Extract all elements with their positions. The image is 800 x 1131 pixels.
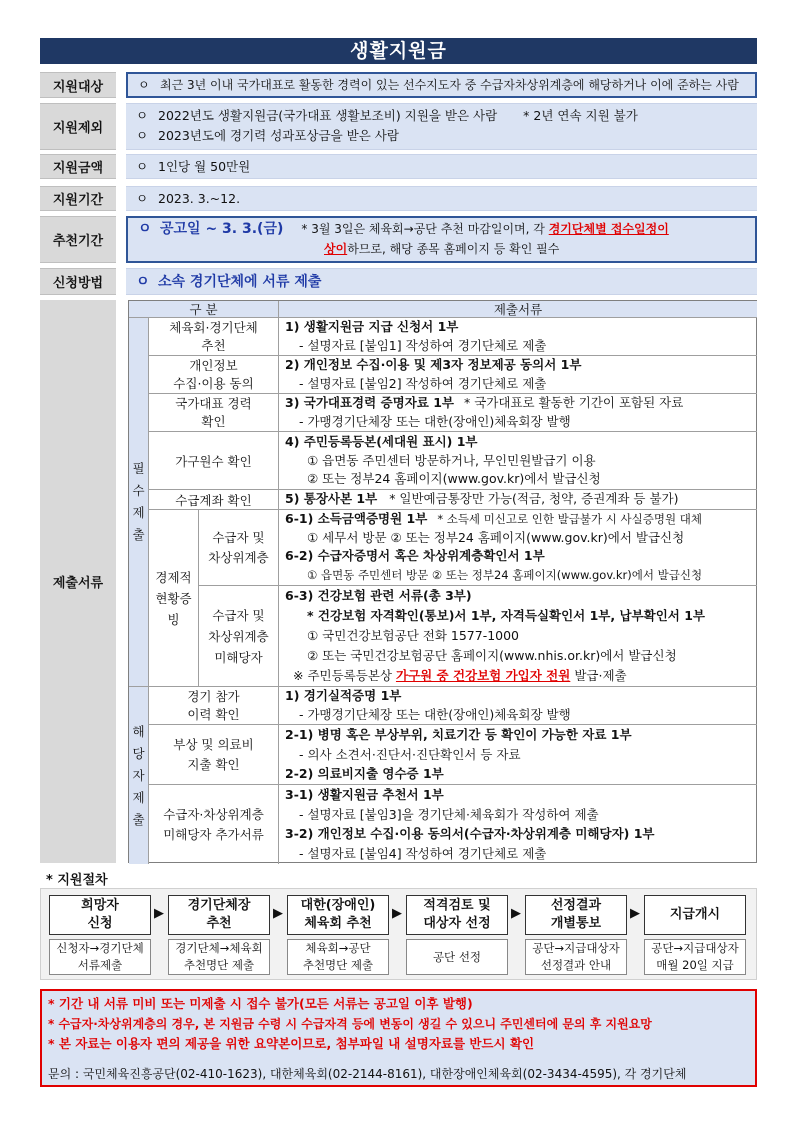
note-line: 추천명단 제출 — [302, 958, 374, 972]
doc-line: 3-1) 생활지원금 추천서 1부 — [285, 787, 444, 802]
step-line: 신청 — [87, 916, 113, 931]
note-line: 공단→지급대상자 — [651, 941, 739, 955]
table-row-type — [199, 510, 279, 586]
doc-line: ① 읍면동 주민센터 방문하거나, 무인민원발급기 이용 — [307, 452, 596, 468]
table-row-docs — [279, 432, 757, 490]
section-exclusion — [40, 103, 757, 150]
procedure-note — [406, 939, 508, 975]
table-header-type: 구 분 — [129, 301, 279, 318]
notice-line: * 기간 내 서류 미비 또는 미제출 시 접수 불가(모든 서류는 공고일 이후 발행) — [48, 996, 473, 1011]
doc-line: 3-2) 개인정보 수집·이용 동의서(수급자·차상위계층 미해당자) 1부 — [285, 826, 655, 841]
table-row-docs — [279, 586, 757, 687]
bullet: ㅇ — [136, 274, 150, 290]
group-economic — [149, 510, 199, 687]
step-line: 선정결과 — [550, 898, 602, 913]
doc-line: - 의사 소견서·진단서·진단확인서 등 자료 — [299, 746, 521, 762]
doc-line: ① 읍면동 주민센터 방문 ② 또는 정부24 홈페이지(www.gov.kr)에서 발급신청 — [307, 567, 703, 582]
procedure-step — [168, 895, 270, 935]
note-line: 매월 20일 지급 — [656, 958, 734, 972]
doc-line: - 설명자료 [붙임2] 작성하여 경기단체로 제출 — [299, 375, 547, 391]
type-line: 수집·이용 동의 — [173, 375, 254, 391]
bullet: ㅇ — [136, 108, 149, 123]
doc-line: 2-2) 의료비지출 영수증 1부 — [285, 766, 444, 781]
type-line: 국가대표 경력 — [175, 395, 252, 411]
contact-info: 문의 : 국민체육진흥공단(02-410-1623), 대한체육회(02-2144-8161), 대한장애인체육회(02-3434-4595), 각 경기단체 — [48, 1067, 687, 1081]
type-line: 지출 확인 — [187, 756, 240, 772]
type-line: 수급자 및 — [212, 529, 265, 545]
procedure-title: * 지원절차 — [46, 873, 108, 888]
group-required — [129, 318, 149, 687]
table-row-type: 가구원수 확인 — [149, 432, 279, 490]
type-line: 체육회·경기단체 — [169, 319, 258, 335]
note-line: 경기단체→체육회 — [175, 941, 263, 955]
arrow-right-icon: ▶ — [154, 906, 164, 921]
note-line: 서류제출 — [77, 958, 123, 972]
doc-highlight: 가구원 중 건강보험 가입자 전원 — [395, 668, 571, 683]
table-row-docs — [279, 394, 757, 432]
doc-note: * 일반예금통장만 가능(적금, 청약, 증권계좌 등 불가) — [389, 491, 679, 506]
type-line: 차상위계층 — [208, 628, 269, 644]
section-content — [126, 154, 757, 179]
step-line: 대한(장애인) — [300, 898, 376, 913]
doc-line: 1) 경기실적증명 1부 — [285, 688, 402, 703]
table-row-type — [149, 725, 279, 785]
note-line: 선정결과 안내 — [540, 958, 612, 972]
procedure-step — [525, 895, 627, 935]
group-required-label: 필수제출 — [132, 461, 145, 542]
bullet: ㅇ — [138, 221, 152, 237]
page-title: 생활지원금 — [40, 38, 757, 64]
apply-text: 소속 경기단체에 서류 제출 — [158, 274, 322, 290]
step-line: 대상자 선정 — [423, 916, 491, 931]
section-recommend — [40, 216, 757, 263]
type-line: 수급자 및 — [212, 607, 265, 623]
step-line: 희망자 — [81, 898, 119, 913]
section-content — [126, 186, 757, 211]
table-row-docs — [279, 687, 757, 725]
table-row-docs — [279, 318, 757, 356]
type-line: 수급자·차상위계층 — [163, 806, 264, 822]
bullet: ㅇ — [136, 191, 149, 206]
step-line: 추천 — [206, 916, 232, 931]
bullet: ㅇ — [136, 159, 149, 174]
note-line: 신청자→경기단체 — [56, 941, 144, 955]
table-row-docs — [279, 490, 757, 510]
type-line: 미해당자 — [214, 649, 263, 665]
doc-line: * 건강보험 자격확인(통보)서 1부, 자격득실확인서 1부, 납부확인서 1부 — [307, 608, 705, 623]
group-economic-label: 경제적현황증빙 — [155, 569, 192, 627]
procedure-step — [287, 895, 389, 935]
type-line: 개인정보 — [189, 357, 238, 373]
bullet: ㅇ — [138, 78, 150, 92]
doc-line: - 설명자료 [붙임1] 작성하여 경기단체로 제출 — [299, 337, 547, 353]
section-amount — [40, 154, 757, 179]
note-line: 공단→지급대상자 — [532, 941, 620, 955]
table-row-type — [149, 318, 279, 356]
section-period — [40, 186, 757, 211]
table-row-type — [149, 687, 279, 725]
section-content — [126, 72, 757, 98]
table-row-type — [149, 356, 279, 394]
table-header-docs: 제출서류 — [279, 301, 757, 318]
procedure-note — [525, 939, 627, 975]
section-label: 지원대상 — [40, 72, 116, 98]
doc-line: ① 세무서 방문 ② 또는 정부24 홈페이지(www.gov.kr)에서 발급신청 — [307, 529, 685, 545]
group-applicable — [129, 687, 149, 864]
doc-line: 4) 주민등록등본(세대원 표시) 1부 — [285, 434, 478, 449]
table-row-docs — [279, 725, 757, 785]
doc-line: ※ 주민등록등본상 — [293, 668, 396, 683]
doc-line: - 설명자료 [붙임3]을 경기단체·체육회가 작성하여 제출 — [299, 806, 599, 822]
exclusion-line1: 2022년도 생활지원금(국가대표 생활보조비) 지원을 받은 사람 — [158, 108, 498, 123]
recommend-note-red-b: 상이 — [324, 242, 348, 256]
type-line: 경기 참가 — [187, 688, 240, 704]
type-line: 확인 — [201, 413, 226, 429]
doc-line: 2) 개인정보 수집·이용 및 제3자 정보제공 동의서 1부 — [285, 357, 582, 372]
group-applicable-label: 해당자제출 — [132, 723, 145, 827]
table-row-docs — [279, 356, 757, 394]
notice-box — [40, 989, 757, 1087]
doc-line: 6-2) 수급자증명서 혹은 차상위계층확인서 1부 — [285, 548, 545, 563]
section-label: 제출서류 — [40, 300, 116, 863]
notice-line: * 수급자·차상위계층의 경우, 본 지원금 수령 시 수급자격 등에 변동이 생길 수 있으니 주민센터에 문의 후 지원요망 — [48, 1017, 652, 1031]
table-row-type: 수급계좌 확인 — [149, 490, 279, 510]
step-line: 지급개시 — [669, 907, 721, 922]
arrow-right-icon: ▶ — [511, 906, 521, 921]
doc-note: * 소득세 미신고로 인한 발급불가 시 사실증명원 대체 — [437, 512, 702, 526]
doc-line: ① 국민건강보험공단 전화 1577-1000 — [307, 628, 520, 643]
type-line: 추천 — [201, 337, 226, 353]
notice-line: * 본 자료는 이용자 편의 제공을 위한 요약본이므로, 첨부파일 내 설명자료를 반드시 확인 — [48, 1036, 535, 1051]
step-line: 개별통보 — [550, 916, 602, 931]
doc-note: * 국가대표로 활동한 기간이 포함된 자료 — [464, 395, 684, 410]
section-documents — [40, 300, 116, 863]
arrow-right-icon: ▶ — [273, 906, 283, 921]
doc-line: 6-1) 소득금액증명원 1부 — [285, 511, 428, 526]
section-apply — [40, 268, 757, 295]
procedure-step — [49, 895, 151, 935]
type-line: 부상 및 의료비 — [173, 736, 254, 752]
section-content — [126, 103, 757, 150]
procedure-flow — [40, 888, 757, 980]
procedure-note — [644, 939, 746, 975]
arrow-right-icon: ▶ — [630, 906, 640, 921]
section-label: 신청방법 — [40, 268, 116, 295]
note-line: 체육회→공단 — [305, 941, 371, 955]
section-label: 지원기간 — [40, 186, 116, 211]
type-line: 미해당자 추가서류 — [163, 826, 264, 842]
doc-line: 6-3) 건강보험 관련 서류(총 3부) — [285, 588, 472, 603]
doc-line: ② 또는 정부24 홈페이지(www.gov.kr)에서 발급신청 — [307, 471, 601, 486]
doc-line: - 가맹경기단체장 또는 대한(장애인)체육회장 발행 — [299, 413, 571, 429]
doc-line: ② 또는 국민건강보험공단 홈페이지(www.nhis.or.kr)에서 발급신청 — [307, 648, 677, 663]
type-line: 차상위계층 — [208, 549, 269, 565]
target-text: 최근 3년 이내 국가대표로 활동한 경력이 있는 선수지도자 중 수급자차상위계층에 해당하거나 이에 준하는 사람 — [160, 78, 739, 92]
section-target — [40, 72, 757, 98]
step-line: 적격검토 및 — [423, 898, 491, 913]
step-line: 경기단체장 — [187, 898, 251, 913]
recommend-note-a: * 3월 3일은 체육회→공단 추천 마감일이며, 각 — [301, 222, 549, 236]
section-label: 지원금액 — [40, 154, 116, 179]
section-content — [126, 216, 757, 263]
doc-line: 5) 통장사본 1부 — [285, 491, 378, 506]
section-label: 지원제외 — [40, 103, 116, 150]
doc-line: 2-1) 병명 혹은 부상부위, 치료기간 등 확인이 가능한 자료 1부 — [285, 727, 632, 742]
recommend-main: 공고일 ~ 3. 3.(금) — [160, 221, 284, 237]
exclusion-note: * 2년 연속 지원 불가 — [523, 108, 638, 123]
period-text: 2023. 3.~12. — [158, 191, 241, 206]
doc-line: - 설명자료 [붙임4] 작성하여 경기단체로 제출 — [299, 845, 547, 861]
doc-line: - 가맹경기단체장 또는 대한(장애인)체육회장 발행 — [299, 706, 571, 722]
arrow-right-icon: ▶ — [392, 906, 402, 921]
table-row-type — [149, 785, 279, 864]
procedure-note — [287, 939, 389, 975]
section-content — [126, 268, 757, 295]
table-row-docs — [279, 510, 757, 586]
step-line: 체육회 추천 — [304, 916, 372, 931]
table-row-docs — [279, 785, 757, 864]
doc-line: 1) 생활지원금 지급 신청서 1부 — [285, 319, 459, 334]
documents-table — [128, 300, 757, 863]
bullet: ㅇ — [136, 128, 149, 143]
type-line: 이력 확인 — [187, 706, 240, 722]
recommend-note-b: 하므로, 해당 종목 홈페이지 등 확인 필수 — [347, 242, 560, 256]
doc-line: 발급·제출 — [570, 668, 627, 683]
section-label: 추천기간 — [40, 216, 116, 263]
procedure-note — [168, 939, 270, 975]
procedure-step — [406, 895, 508, 935]
doc-line: 3) 국가대표경력 증명자료 1부 — [285, 395, 454, 410]
table-row-type — [199, 586, 279, 687]
recommend-note-red-a: 경기단체별 접수일정이 — [548, 222, 669, 236]
exclusion-line2: 2023년도에 경기력 성과포상금을 받은 사람 — [158, 128, 399, 143]
procedure-note — [49, 939, 151, 975]
procedure-step — [644, 895, 746, 935]
note-line: 공단 선정 — [432, 949, 482, 964]
amount-text: 1인당 월 50만원 — [158, 159, 251, 174]
note-line: 추천명단 제출 — [183, 958, 255, 972]
table-row-type — [149, 394, 279, 432]
